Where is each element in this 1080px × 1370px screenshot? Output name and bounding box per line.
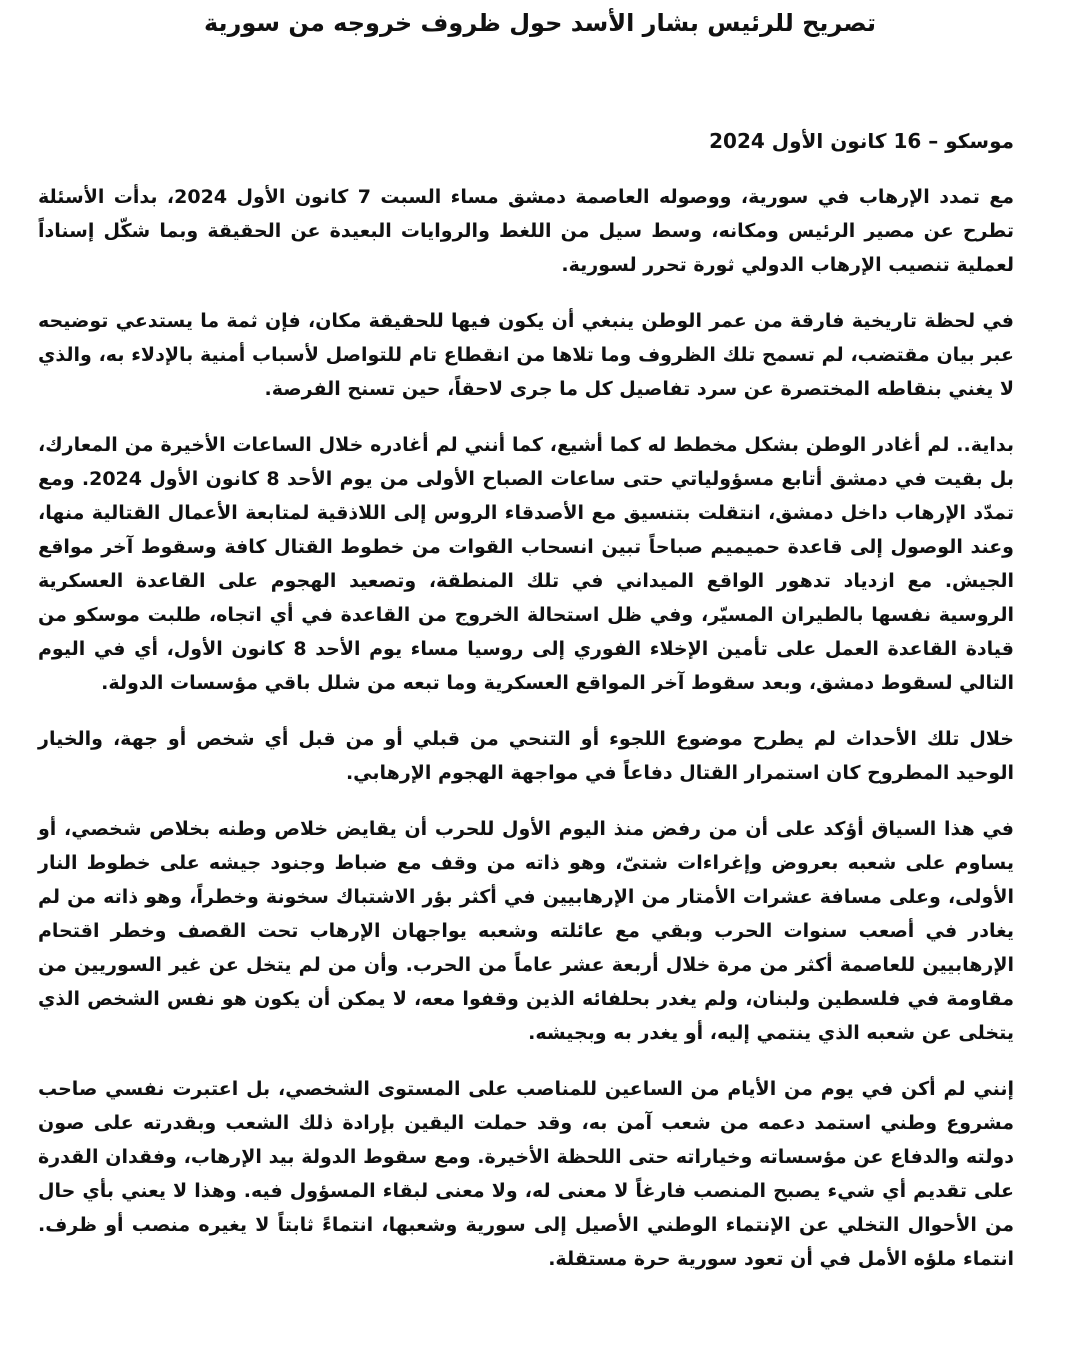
paragraph: في هذا السياق أؤكد على أن من رفض منذ اليوم الأول للحرب أن يقايض خلاص وطنه بخلاص شخصي، أو يساوم على شعبه بعروض وإغراءات شتىّ، وهو ذاته من وقف مع ضباط وجنود جيشه على خطوط النار الأولى، وعلى مسافة عشرات الأمتار من الإرهابيين في أكثر بؤر الاشتباك سخونة وخطراً، وهو ذاته من لم يغادر في أصعب سنوات الحرب وبقي مع عائلته وشعبه يواجهان الإرهاب تحت القصف وخطر اقتحام الإرهابيين للعاصمة أكثر من مرة خلال أربعة عشر عاماً من الحرب. وأن من لم يتخل عن غير السوريين من مقاومة في فلسطين ولبنان، ولم يغدر بحلفائه الذين وقفوا معه، لا يمكن أن يكون هو نفس الشخص الذي يتخلى عن شعبه الذي ينتمي إليه، أو يغدر به وبجيشه.: [38, 818, 1014, 1044]
paragraph: خلال تلك الأحداث لم يطرح موضوع اللجوء أو التنحي من قبلي أو من قبل أي شخص أو جهة، والخيار الوحيد المطروح كان استمرار القتال دفاعاً في مواجهة الهجوم الإرهابي.: [38, 728, 1014, 784]
paragraph: إنني لم أكن في يوم من الأيام من الساعين للمناصب على المستوى الشخصي، بل اعتبرت نفسي صاحب مشروع وطني استمد دعمه من شعب آمن به، وقد حملت اليقين بإرادة ذلك الشعب وبقدرته على صون دولته والدفاع عن مؤسساته وخياراته حتى اللحظة الأخيرة. ومع سقوط الدولة بيد الإرهاب، وفقدان القدرة على تقديم أي شيء يصبح المنصب فارغاً لا معنى له، ولا معنى لبقاء المسؤول فيه. وهذا لا يعني بأي حال من الأحوال التخلي عن الإنتماء الوطني الأصيل إلى سورية وشعبها، انتماءً ثابتاً لا يغيره منصب أو ظرف. انتماء ملؤه الأمل في أن تعود سورية حرة مستقلة.: [38, 1078, 1014, 1270]
dateline: موسكو – 16 كانون الأول 2024: [709, 129, 1014, 153]
paragraph: بداية.. لم أغادر الوطن بشكل مخطط له كما أشيع، كما أنني لم أغادره خلال الساعات الأخيرة من المعارك، بل بقيت في دمشق أتابع مسؤولياتي حتى ساعات الصباح الأولى من يوم الأحد 8 كانون الأول 2024. ومع تمدّد الإرهاب داخل دمشق، انتقلت بتنسيق مع الأصدقاء الروس إلى اللاذقية لمتابعة الأعمال القتالية منها، وعند الوصول إلى قاعدة حميميم صباحاً تبين انسحاب القوات من خطوط القتال كافة وسقوط آخر مواقع الجيش. مع ازدياد تدهور الواقع الميداني في تلك المنطقة، وتصعيد الهجوم على القاعدة العسكرية الروسية نفسها بالطيران المسيّر، وفي ظل استحالة الخروج من القاعدة في أي اتجاه، طلبت موسكو من قيادة القاعدة العمل على تأمين الإخلاء الفوري إلى روسيا مساء يوم الأحد 8 كانون الأول، أي في اليوم التالي لسقوط دمشق، وبعد سقوط آخر المواقع العسكرية وما تبعه من شلل باقي مؤسسات الدولة.: [38, 434, 1015, 694]
document-body: [38, 180, 1014, 1298]
document-title: تصريح للرئيس بشار الأسد حول ظروف خروجه من سورية: [203, 9, 877, 37]
paragraph: في لحظة تاريخية فارقة من عمر الوطن ينبغي أن يكون فيها للحقيقة مكان، فإن ثمة ما يستدعي توضيحه عبر بيان مقتضب، لم تسمح تلك الظروف وما تلاها من انقطاع تام للتواصل لأسباب أمنية بالإدلاء به، والذي لا يغني بنقاطه المختصرة عن سرد تفاصيل كل ما جرى لاحقاً، حين تسنح الفرصة.: [38, 310, 1014, 400]
paragraph: مع تمدد الإرهاب في سورية، ووصوله العاصمة دمشق مساء السبت 7 كانون الأول 2024، بدأت الأسئلة تطرح عن مصير الرئيس ومكانه، وسط سيل من اللغط والروايات البعيدة عن الحقيقة وبما شكّل إسناداً لعملية تنصيب الإرهاب الدولي ثورة تحرر لسورية.: [38, 186, 1014, 276]
